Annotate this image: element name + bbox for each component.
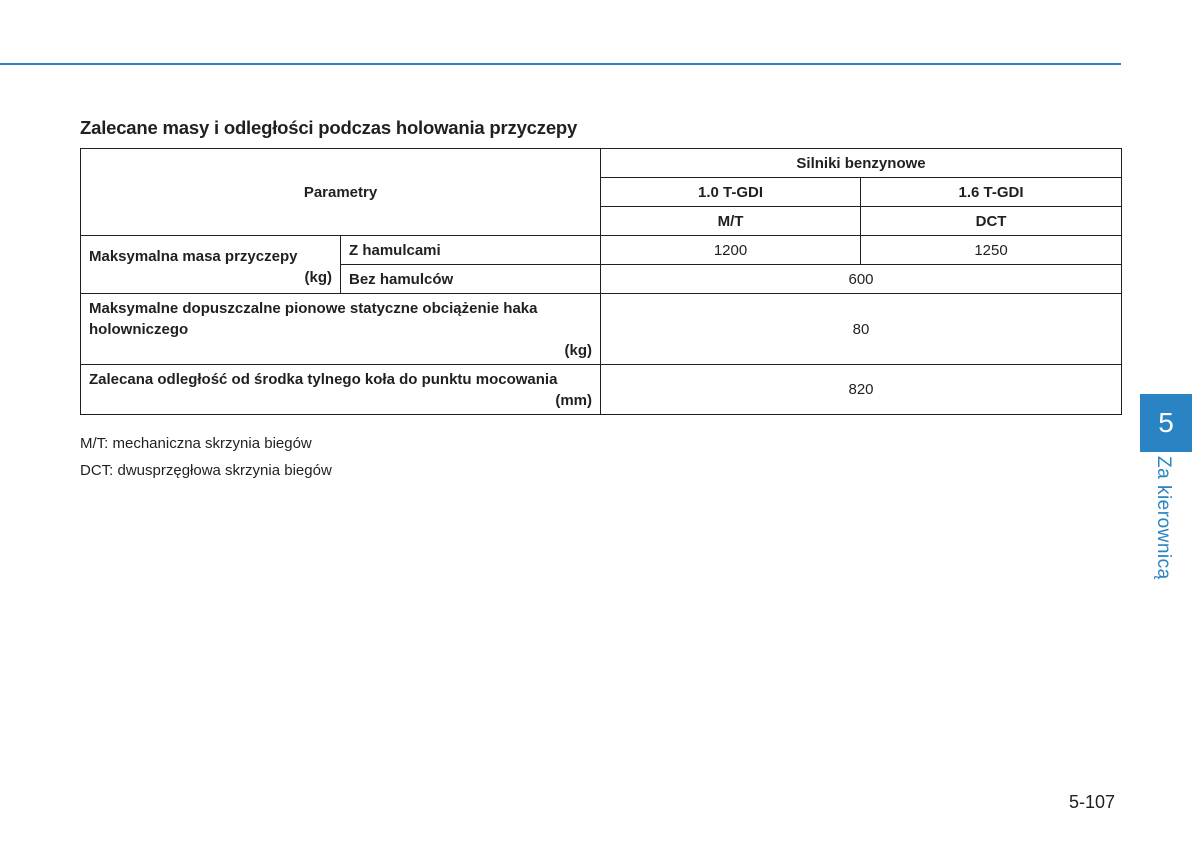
chapter-label: Za kierownicą	[1153, 456, 1174, 580]
page-number: 5-107	[1069, 792, 1116, 812]
towing-spec-table	[80, 148, 1122, 415]
engine-header-1-6: 1.6 T-GDI	[861, 178, 1122, 207]
header-rule	[0, 63, 1121, 65]
braked-value-1-0: 1200	[601, 236, 861, 265]
rear-overhang-unit: (mm)	[555, 391, 593, 409]
chapter-number-tab: 5	[1140, 394, 1192, 452]
max-trailer-mass-unit: (kg)	[304, 268, 332, 286]
hitch-load-label: Maksymalne dopuszczalne pionowe statyczne obciążenie haka holowniczego	[89, 299, 538, 338]
footnote-dct: DCT: dwusprzęgłowa skrzynia biegów	[80, 462, 332, 479]
braked-label: Z hamulcami	[341, 236, 601, 265]
max-trailer-mass-label-cell	[81, 236, 341, 294]
unbraked-label: Bez hamulców	[341, 265, 601, 294]
unbraked-value: 600	[601, 265, 1122, 294]
table-row	[81, 236, 1122, 265]
max-trailer-mass-label: Maksymalna masa przyczepy	[89, 247, 298, 265]
transmission-header-mt: M/T	[601, 207, 861, 236]
braked-value-1-6: 1250	[861, 236, 1122, 265]
rear-overhang-label: Zalecana odległość od środka tylnego koła do punktu mocowania	[89, 370, 558, 388]
section-title: Zalecane masy i odległości podczas holowania przyczepy	[80, 117, 578, 138]
hitch-load-value: 80	[601, 294, 1122, 365]
table-row	[81, 365, 1122, 415]
hitch-load-unit: (kg)	[564, 341, 593, 359]
rear-overhang-value: 820	[601, 365, 1122, 415]
engine-group-header: Silniki benzynowe	[601, 149, 1122, 178]
hitch-load-label-cell	[81, 294, 601, 365]
engine-header-1-0: 1.0 T-GDI	[601, 178, 861, 207]
footnote-mt: M/T: mechaniczna skrzynia biegów	[80, 435, 312, 452]
parameters-header: Parametry	[81, 149, 601, 236]
table-header-row	[81, 149, 1122, 178]
footnotes	[80, 430, 332, 484]
rear-overhang-label-cell	[81, 365, 601, 415]
transmission-header-dct: DCT	[861, 207, 1122, 236]
table-row	[81, 294, 1122, 365]
